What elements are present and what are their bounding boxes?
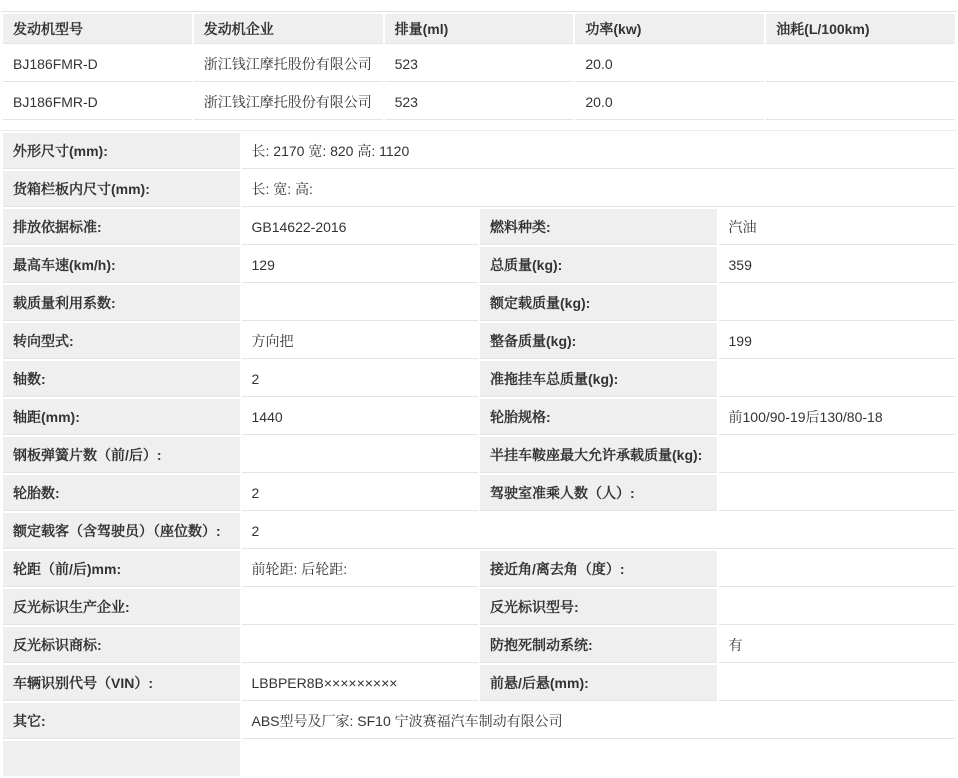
spec-label-cell: 反光标识商标: <box>3 627 240 663</box>
engine-table-cell: 523 <box>385 46 574 82</box>
spec-label-cell: 额定载质量(kg): <box>480 285 717 321</box>
spec-value-cell: 有 <box>719 627 956 663</box>
spec-label-cell: 外形尺寸(mm): <box>3 133 240 169</box>
spec-value-cell: 2 <box>242 513 956 549</box>
spec-value-cell: 199 <box>719 323 956 359</box>
spec-label-cell: 钢板弹簧片数（前/后）: <box>3 437 240 473</box>
spec-value-cell <box>719 475 956 511</box>
spec-value-cell <box>242 285 479 321</box>
spec-table-row <box>3 209 955 245</box>
spec-value-cell <box>242 741 956 776</box>
engine-table-cell: 浙江钱江摩托股份有限公司 <box>194 46 383 82</box>
engine-column-header: 发动机企业 <box>194 14 383 44</box>
engine-spec-table <box>1 11 957 122</box>
spec-value-cell: 2 <box>242 361 479 397</box>
spec-table-row <box>3 475 955 511</box>
spec-label-cell: 前悬/后悬(mm): <box>480 665 717 701</box>
spec-table-row <box>3 551 955 587</box>
vehicle-spec-table-body <box>3 133 955 776</box>
spec-label-cell: 最高车速(km/h): <box>3 247 240 283</box>
engine-table-cell: 20.0 <box>575 84 764 120</box>
engine-table-cell: BJ186FMR-D <box>3 46 192 82</box>
engine-table-cell <box>766 46 955 82</box>
spec-value-cell <box>242 627 479 663</box>
engine-table-cell: 浙江钱江摩托股份有限公司 <box>194 84 383 120</box>
spec-table-row <box>3 589 955 625</box>
spec-value-cell <box>719 589 956 625</box>
spec-label-cell: 整备质量(kg): <box>480 323 717 359</box>
engine-table-cell <box>766 84 955 120</box>
spec-label-cell: 货箱栏板内尺寸(mm): <box>3 171 240 207</box>
spec-label-cell: 轴距(mm): <box>3 399 240 435</box>
spec-value-cell: 长: 2170 宽: 820 高: 1120 <box>242 133 956 169</box>
spec-table-row <box>3 399 955 435</box>
spec-value-cell <box>719 361 956 397</box>
spec-value-cell: 2 <box>242 475 479 511</box>
spec-value-cell: 1440 <box>242 399 479 435</box>
spec-value-cell: 前100/90-19后130/80-18 <box>719 399 956 435</box>
spec-table-row <box>3 703 955 739</box>
spec-value-cell <box>242 589 479 625</box>
engine-table-body <box>3 46 955 120</box>
spec-value-cell: 129 <box>242 247 479 283</box>
spec-label-cell: 防抱死制动系统: <box>480 627 717 663</box>
engine-table-cell: BJ186FMR-D <box>3 84 192 120</box>
spec-label-cell <box>3 741 240 776</box>
engine-header-row <box>3 14 955 44</box>
engine-table-header <box>3 14 955 44</box>
engine-table-cell: 20.0 <box>575 46 764 82</box>
spec-value-cell: GB14622-2016 <box>242 209 479 245</box>
engine-column-header: 排量(ml) <box>385 14 574 44</box>
spec-label-cell: 排放依据标准: <box>3 209 240 245</box>
engine-table-row <box>3 84 955 120</box>
spec-value-cell: 359 <box>719 247 956 283</box>
spec-label-cell: 轮胎规格: <box>480 399 717 435</box>
spec-table-row <box>3 741 955 776</box>
engine-column-header: 发动机型号 <box>3 14 192 44</box>
spec-value-cell <box>719 665 956 701</box>
engine-table-row <box>3 46 955 82</box>
spec-value-cell: 前轮距: 后轮距: <box>242 551 479 587</box>
spec-label-cell: 接近角/离去角（度）: <box>480 551 717 587</box>
engine-column-header: 功率(kw) <box>575 14 764 44</box>
spec-table-row <box>3 513 955 549</box>
spec-label-cell: 半挂车鞍座最大允许承载质量(kg): <box>480 437 717 473</box>
spec-label-cell: 燃料种类: <box>480 209 717 245</box>
spec-table-row <box>3 361 955 397</box>
spec-label-cell: 车辆识别代号（VIN）: <box>3 665 240 701</box>
spec-label-cell: 总质量(kg): <box>480 247 717 283</box>
spec-value-cell: 方向把 <box>242 323 479 359</box>
engine-column-header: 油耗(L/100km) <box>766 14 955 44</box>
spec-label-cell: 反光标识生产企业: <box>3 589 240 625</box>
spec-value-cell <box>719 551 956 587</box>
spec-label-cell: 轮距（前/后)mm: <box>3 551 240 587</box>
spec-table-row <box>3 133 955 169</box>
vehicle-spec-table <box>1 130 957 778</box>
spec-value-cell <box>719 437 956 473</box>
spec-value-cell <box>242 437 479 473</box>
spec-table-row <box>3 437 955 473</box>
spec-value-cell: 汽油 <box>719 209 956 245</box>
spec-value-cell: 长: 宽: 高: <box>242 171 956 207</box>
spec-value-cell <box>719 285 956 321</box>
spec-label-cell: 准拖挂车总质量(kg): <box>480 361 717 397</box>
spec-label-cell: 额定载客（含驾驶员）（座位数）: <box>3 513 240 549</box>
spec-table-row <box>3 323 955 359</box>
spec-label-cell: 其它: <box>3 703 240 739</box>
spec-label-cell: 载质量利用系数: <box>3 285 240 321</box>
spec-value-cell: ABS型号及厂家: SF10 宁波赛福汽车制动有限公司 <box>242 703 956 739</box>
spec-table-row <box>3 627 955 663</box>
spec-value-cell: LBBPER8B××××××××× <box>242 665 479 701</box>
spec-table-row <box>3 171 955 207</box>
spec-table-row <box>3 665 955 701</box>
spec-label-cell: 转向型式: <box>3 323 240 359</box>
spec-table-row <box>3 247 955 283</box>
spec-label-cell: 轴数: <box>3 361 240 397</box>
spec-table-row <box>3 285 955 321</box>
spec-label-cell: 轮胎数: <box>3 475 240 511</box>
spec-label-cell: 驾驶室准乘人数（人）: <box>480 475 717 511</box>
spec-label-cell: 反光标识型号: <box>480 589 717 625</box>
engine-table-cell: 523 <box>385 84 574 120</box>
